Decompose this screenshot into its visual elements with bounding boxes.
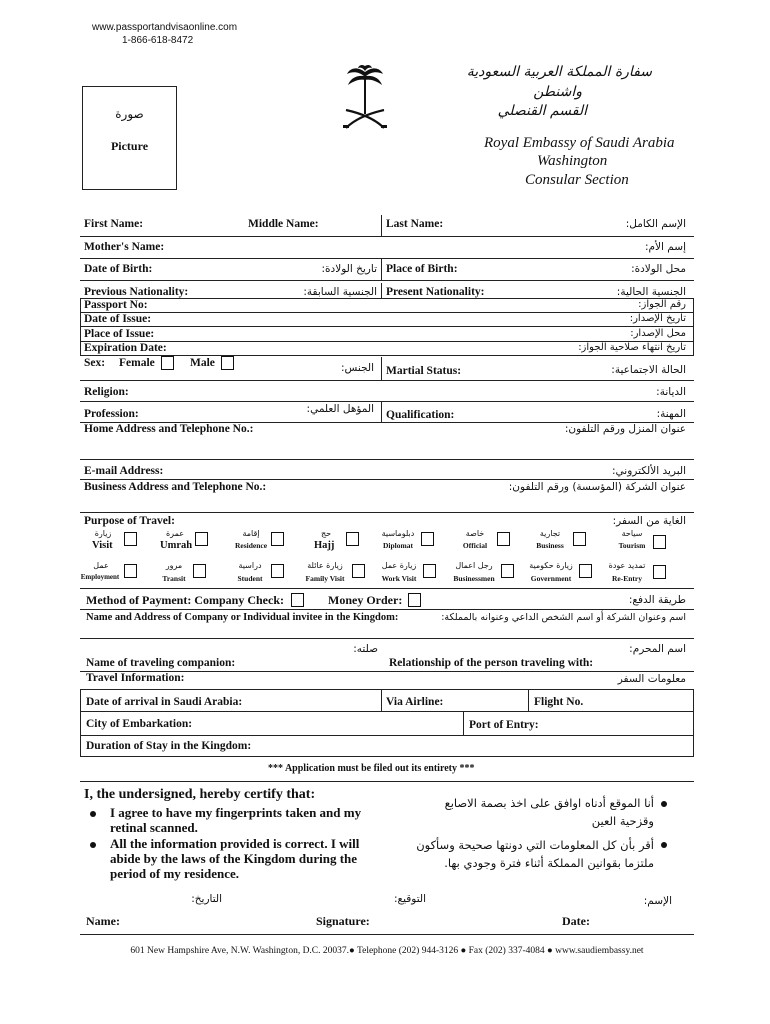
purpose-residence-label: Residence [234, 541, 268, 550]
certify-b2-line3: period of my residence. [110, 866, 240, 881]
purpose-tourism-label: Tourism [618, 541, 646, 550]
embassy-name-ar-3: القسم القنصلي [497, 103, 587, 119]
purpose-transit-checkbox[interactable] [193, 564, 206, 578]
travel-info-label: Travel Information: [86, 672, 185, 684]
pob-ar-label: محل الولادة: [631, 263, 686, 275]
divider [80, 638, 694, 639]
passport-no-ar-label: رقم الجواز: [638, 299, 686, 310]
name-label: Name: [86, 914, 120, 928]
divider [80, 258, 694, 259]
embassy-name-en-1: Royal Embassy of Saudi Arabia [484, 135, 675, 151]
certify-b1-line1: I agree to have my fingerprints taken and my [110, 805, 362, 820]
middle-name-label: Middle Name: [248, 218, 319, 230]
purpose-student-label: Student [237, 574, 263, 583]
purpose-diplomat-checkbox[interactable] [421, 532, 434, 546]
invitee-label: Name and Address of Company or Individual invitee in the Kingdom: [86, 612, 399, 623]
certify-ar2-line1: أقر بأن كل المعلومات التي دونتها صحيحة وسأكون [416, 838, 654, 852]
companion-relation-label: Relationship of the person traveling with: [389, 657, 594, 669]
company-check-checkbox[interactable] [291, 593, 304, 607]
email-ar-label: البريد الألكتروني: [612, 465, 686, 477]
embassy-name-en-3: Consular Section [525, 172, 629, 188]
divider [80, 781, 694, 782]
purpose-businessmen-checkbox[interactable] [501, 564, 514, 578]
date-label: Date: [562, 914, 590, 928]
divider [80, 512, 694, 513]
arrival-date-label: Date of arrival in Saudi Arabia: [86, 696, 243, 708]
certify-b2-line1: All the information provided is correct. I will [110, 836, 360, 851]
divider [80, 236, 694, 237]
business-address-label: Business Address and Telephone No.: [84, 481, 267, 493]
religion-label: Religion: [84, 386, 129, 398]
purpose-transit-label: Transit [162, 574, 186, 583]
purpose-diplomat-label: Diplomat [383, 541, 413, 550]
purpose-hajj-checkbox[interactable] [346, 532, 359, 546]
qualification-ar-label: المؤهل العلمي: [306, 403, 374, 415]
purpose-employment-checkbox[interactable] [124, 564, 137, 578]
purpose-businessmen-ar: رجل اعمال [455, 561, 493, 570]
purpose-reentry-ar: تمديد عودة [608, 561, 646, 570]
full-name-ar-label: الإسم الكامل: [625, 218, 686, 230]
last-name-label: Last Name: [386, 218, 444, 230]
date-ar-label: التاريخ: [191, 893, 222, 905]
invitee-ar-label: اسم وعنوان الشركة أو اسم الشخص الداعي وعنوانه بالمملكة: [441, 612, 686, 623]
divider [80, 609, 694, 610]
divider [381, 215, 382, 236]
purpose-government-ar: زيارة حكومية [529, 561, 573, 570]
signature-ar-label: التوقيع: [393, 893, 426, 905]
date-of-issue-label: Date of Issue: [84, 313, 152, 325]
purpose-business-checkbox[interactable] [573, 532, 586, 546]
pres-nationality-label: Present Nationality: [386, 286, 485, 298]
purpose-umrah-label: Umrah [160, 540, 193, 551]
purpose-residence-ar: إقامة [242, 529, 260, 538]
dob-ar-label: تاريخ الولادة: [321, 263, 377, 275]
divider [80, 735, 694, 736]
certify-b2-line2: abide by the laws of the Kingdom during the [110, 851, 358, 866]
passport-no-label: Passport No: [84, 299, 148, 311]
religion-ar-label: الديانة: [656, 386, 686, 398]
bullet [661, 801, 667, 807]
dob-label: Date of Birth: [84, 263, 153, 275]
payment-label: Method of Payment: Company Check: [86, 593, 284, 607]
marital-status-ar-label: الحالة الاجتماعية: [611, 364, 686, 376]
bullet [90, 811, 96, 817]
purpose-student-ar: دراسية [238, 561, 262, 570]
purpose-employment-ar: عمل [93, 561, 109, 570]
purpose-diplomat-ar: دبلوماسية [381, 529, 415, 538]
notice-text: *** Application must be filed out its entirety *** [268, 763, 475, 774]
purpose-visit-label: Visit [92, 540, 113, 551]
profession-label: Profession: [84, 408, 139, 420]
divider [381, 283, 382, 299]
photo-label-ar: صورة [115, 107, 144, 121]
divider [381, 357, 382, 380]
signature-label: Signature: [316, 914, 370, 928]
home-address-ar-label: عنوان المنزل ورقم التلفون: [564, 423, 686, 435]
money-order-label: Money Order: [328, 593, 403, 607]
money-order-checkbox[interactable] [408, 593, 421, 607]
pres-nationality-ar-label: الجنسية الحالية: [616, 286, 686, 298]
divider [381, 259, 382, 280]
qualification-label: Qualification: [386, 409, 455, 421]
relation-ar-label: صلته: [353, 643, 378, 655]
purpose-work-visit-label: Work Visit [381, 574, 417, 583]
purpose-official-label: Official [462, 541, 488, 550]
purpose-government-label: Government [530, 574, 572, 583]
certify-ar1-line1: أنا الموقع أدناه اوافق على اخذ بصمة الاصابع [444, 796, 654, 810]
purpose-family-visit-label: Family Visit [305, 574, 345, 583]
port-of-entry-label: Port of Entry: [469, 719, 539, 731]
certify-heading: I, the undersigned, hereby certify that: [84, 787, 316, 802]
purpose-family-visit-ar: زيارة عائلة [307, 561, 343, 570]
flight-no-label: Flight No. [534, 696, 584, 708]
email-label: E-mail Address: [84, 465, 164, 477]
divider [381, 689, 382, 711]
purpose-residence-checkbox[interactable] [271, 532, 284, 546]
purpose-reentry-checkbox[interactable] [653, 565, 666, 579]
bullet [90, 842, 96, 848]
photo-label-en: Picture [110, 139, 149, 153]
expiration-date-ar-label: تاريخ انتهاء صلاحية الجواز: [578, 342, 686, 353]
embassy-name-en-2: Washington [537, 153, 608, 169]
palm-swords-emblem-icon [340, 62, 390, 134]
divider [80, 459, 694, 460]
companion-name-label: Name of traveling companion: [86, 657, 236, 669]
via-airline-label: Via Airline: [386, 696, 444, 708]
home-address-label: Home Address and Telephone No.: [84, 423, 254, 435]
name-ar-label: الإسم: [643, 895, 672, 907]
payment-ar-label: طريقة الدفع: [628, 594, 686, 606]
purpose-business-label: Business [536, 541, 564, 550]
purpose-government-checkbox[interactable] [579, 564, 592, 578]
photo-box [82, 86, 177, 190]
sex-ar-label: الجنس: [341, 362, 374, 374]
divider [80, 588, 694, 589]
purpose-transit-ar: مرور [165, 561, 183, 570]
male-checkbox[interactable] [221, 356, 234, 370]
divider [80, 934, 694, 935]
divider [80, 280, 694, 281]
certify-b1-line2: retinal scanned. [110, 820, 198, 835]
divider [80, 401, 694, 402]
pob-label: Place of Birth: [386, 263, 458, 275]
purpose-title: Purpose of Travel: [84, 515, 175, 527]
place-of-issue-label: Place of Issue: [84, 328, 155, 340]
duration-label: Duration of Stay in the Kingdom: [86, 740, 252, 752]
embassy-name-ar-1: سفارة المملكة العربية السعودية [466, 64, 652, 80]
purpose-title-ar: الغاية من السفر: [612, 515, 686, 527]
purpose-business-ar: تجارية [539, 529, 561, 538]
purpose-work-visit-checkbox[interactable] [423, 564, 436, 578]
mothers-name-label: Mother's Name: [84, 241, 165, 253]
purpose-reentry-label: Re-Entry [612, 574, 642, 583]
purpose-student-checkbox[interactable] [271, 564, 284, 578]
purpose-employment-label: Employment [80, 573, 120, 581]
purpose-work-visit-ar: زيارة عمل [381, 561, 417, 570]
divider [381, 402, 382, 422]
mothers-name-ar-label: إسم الأم: [645, 241, 686, 253]
purpose-visit-checkbox[interactable] [124, 532, 137, 546]
divider [463, 711, 464, 735]
date-of-issue-ar-label: تاريخ الإصدار: [629, 313, 686, 324]
purpose-hajj-ar: حج [320, 529, 332, 538]
certify-ar1-line2: وقزحية العين [591, 814, 654, 828]
purpose-umrah-checkbox[interactable] [195, 532, 208, 546]
purpose-businessmen-label: Businessmen [453, 574, 495, 583]
divider [80, 479, 694, 480]
divider [80, 312, 694, 313]
divider [80, 326, 694, 327]
divider [80, 380, 694, 381]
website-text: www.passportandvisaonline.com [92, 22, 238, 33]
prev-nationality-label: Previous Nationality: [84, 286, 189, 298]
purpose-official-ar: خاصة [465, 529, 485, 538]
bullet [661, 842, 667, 848]
purpose-umrah-ar: عمرة [165, 529, 184, 538]
divider [80, 711, 694, 712]
purpose-tourism-checkbox[interactable] [653, 535, 666, 549]
place-of-issue-ar-label: محل الإصدار: [630, 328, 686, 339]
female-label: Female [119, 357, 155, 369]
expiration-date-label: Expiration Date: [84, 342, 167, 354]
female-checkbox[interactable] [161, 356, 174, 370]
prev-nationality-ar-label: الجنسية السابقة: [303, 286, 377, 298]
purpose-tourism-ar: سياحة [621, 529, 643, 538]
certify-ar2-line2: ملتزما بقوانين المملكة أثناء فترة وجودي بها. [444, 856, 654, 870]
purpose-official-checkbox[interactable] [497, 532, 510, 546]
companion-name-ar-label: اسم المحرم: [629, 643, 686, 655]
purpose-family-visit-checkbox[interactable] [352, 564, 365, 578]
embassy-name-ar-2: واشنطن [533, 84, 582, 100]
purpose-hajj-label: Hajj [314, 540, 335, 551]
first-name-label: First Name: [84, 218, 144, 230]
phone-text: 1-866-618-8472 [122, 35, 194, 46]
footer-address: 601 New Hampshire Ave, N.W. Washington, D.C. 20037.● Telephone (202) 944-3126 ● Fax (202) 337-4084 ● www.saudiembassy.net [130, 946, 644, 956]
divider [528, 689, 529, 711]
purpose-visit-ar: زيارة [94, 529, 112, 538]
sex-label: Sex: [84, 357, 106, 369]
travel-info-ar-label: معلومات السفر [617, 673, 686, 685]
marital-status-label: Martial Status: [386, 365, 462, 377]
profession-ar-label: المهنة: [656, 408, 686, 420]
embarkation-label: City of Embarkation: [86, 718, 193, 730]
business-address-ar-label: عنوان الشركة (المؤسسة) ورقم التلفون: [508, 481, 686, 493]
male-label: Male [190, 357, 215, 369]
